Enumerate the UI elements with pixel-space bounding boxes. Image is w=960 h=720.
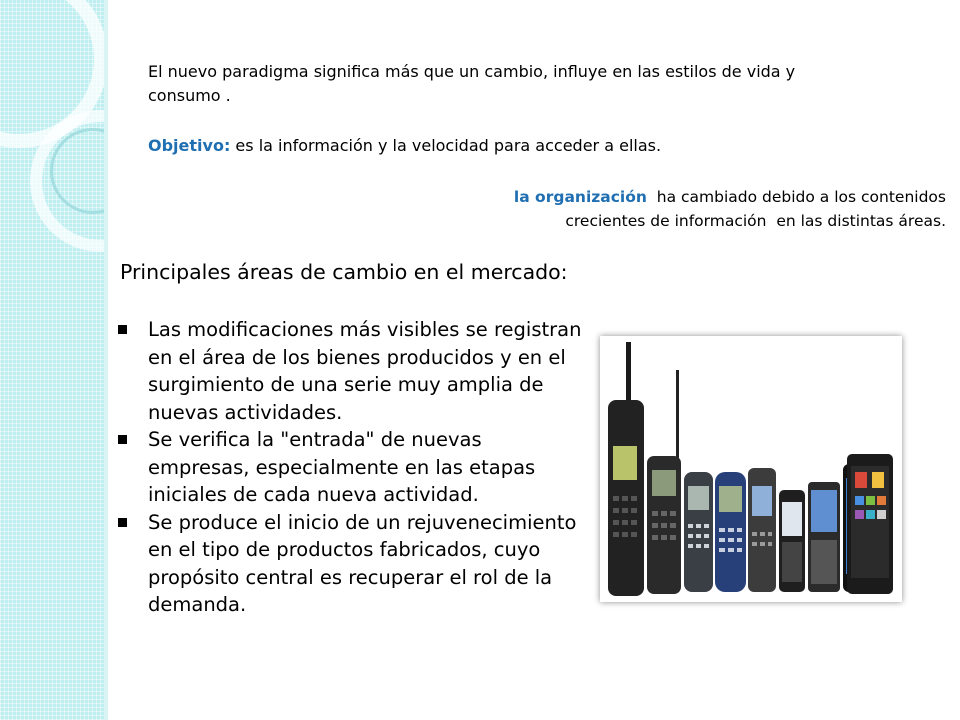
section-heading: Principales áreas de cambio en el mercado: (120, 260, 568, 284)
android-phone-icon (847, 454, 893, 594)
organization-label: la organización (513, 188, 647, 206)
bullet-item (118, 426, 588, 509)
objective-text: es la información y la velocidad para acceder a ellas. (230, 136, 662, 155)
organization-text-line1: ha cambiado debido a los contenidos (646, 188, 946, 206)
bullet-item (118, 509, 588, 619)
bullet-text: Se verifica la "entrada" de nuevas empresas, especialmente en las etapas iniciales de cada nueva actividad. (148, 428, 536, 506)
bullet-square-icon (118, 435, 127, 444)
bullet-square-icon (118, 518, 127, 527)
mobile-phones-image (600, 336, 902, 602)
objective-label: Objetivo: (148, 136, 231, 155)
decorative-side-band (0, 0, 104, 720)
nokia-candybar-icon (684, 472, 713, 592)
organization-paragraph (386, 185, 946, 233)
intro-text: El nuevo paradigma significa más que un cambio, influye en las estilos de vida y consumo . (148, 62, 796, 105)
band-edge (104, 0, 108, 720)
bullet-list (118, 316, 588, 619)
nokia-3310-icon (715, 472, 746, 592)
smartphone-icon (808, 482, 840, 592)
flip-phone-icon (748, 468, 776, 592)
bullet-item (118, 316, 588, 426)
slim-phone-icon (779, 490, 805, 592)
bullet-text: Se produce el inicio de un rejuvenecimiento en el tipo de productos fabricados, cuyo propósito central es recuperar el rol de la demanda. (148, 510, 577, 616)
bullet-square-icon (118, 325, 127, 334)
objective-paragraph (148, 134, 848, 158)
organization-text-line2: crecientes de información en las distintas áreas. (565, 212, 946, 230)
bullet-text: Las modificaciones más visibles se registran en el área de los bienes producidos y en el surgimiento de una serie muy amplia de nuevas actividades. (148, 318, 582, 424)
